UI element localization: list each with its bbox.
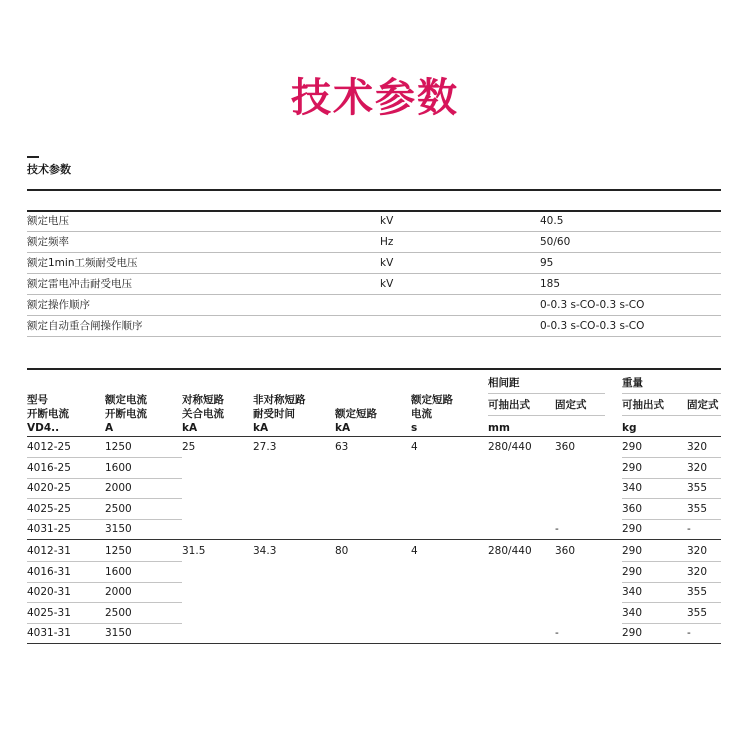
row-type: 4025-25: [27, 502, 71, 515]
col-type-line1: 型号: [27, 394, 48, 406]
rating-value: 0-0.3 s-CO-0.3 s-CO: [540, 320, 645, 332]
row-divider-left: [27, 519, 182, 520]
row-dist-fixed: -: [555, 627, 559, 639]
row-weight-fixed: 355: [687, 606, 708, 619]
row-weight-withdrawable: 290: [622, 461, 643, 474]
row-divider-left: [27, 457, 182, 458]
row-divider-right: [622, 602, 721, 603]
rating-name: 额定操作顺序: [27, 299, 90, 311]
col-weight: 重量: [622, 377, 643, 389]
group-dist-withdrawable: 280/440: [488, 545, 532, 557]
group-symmetric: 25: [182, 441, 196, 453]
row-divider-left: [27, 582, 182, 583]
rating-name: 额定1min工频耐受电压: [27, 257, 138, 269]
row-weight-withdrawable: 290: [622, 545, 643, 557]
col-type-line2: 开断电流: [27, 408, 69, 420]
group-divider: [27, 539, 721, 540]
row-weight-fixed: 355: [687, 586, 708, 598]
heading-dash: [27, 156, 39, 158]
col-shorttime-line1: 额定短路: [411, 394, 453, 406]
rating-value: 185: [540, 278, 561, 290]
group-short-time: 4: [411, 441, 418, 453]
row-current: 1250: [105, 441, 132, 453]
col-weight-withdrawable: 可抽出式: [622, 399, 664, 411]
row-weight-withdrawable: 360: [622, 502, 643, 515]
col-weight-fixed: 固定式: [687, 399, 719, 411]
rating-name: 额定电压: [27, 215, 69, 227]
row-divider-right: [622, 561, 721, 562]
row-type: 4012-25: [27, 441, 71, 453]
col-current-line2: 开断电流: [105, 408, 147, 420]
rating-divider: [27, 273, 721, 274]
row-weight-fixed: 355: [687, 502, 708, 515]
row-weight-fixed: -: [687, 523, 691, 535]
table-top-divider: [27, 368, 721, 370]
rating-unit: kV: [380, 257, 394, 269]
col-asymmetric-line1: 非对称短路: [253, 394, 306, 406]
rating-value: 50/60: [540, 236, 571, 248]
pole-distance-sub-underline: [488, 415, 605, 416]
row-current: 3150: [105, 523, 132, 535]
group-dist-fixed: 360: [555, 441, 576, 453]
col-shorttime-line2: 电流: [411, 408, 432, 420]
col-symmetric-unit: kA: [182, 422, 198, 434]
group-symmetric: 31.5: [182, 545, 206, 557]
row-divider-right: [622, 623, 721, 624]
row-current: 1600: [105, 565, 132, 578]
row-divider-left: [27, 623, 182, 624]
col-current-line1: 额定电流: [105, 394, 147, 406]
row-weight-fixed: 355: [687, 482, 708, 494]
col-dist-fixed: 固定式: [555, 399, 587, 411]
row-weight-withdrawable: 290: [622, 441, 643, 453]
group-asymmetric: 27.3: [253, 441, 277, 453]
row-divider-left: [27, 602, 182, 603]
group-short-time: 4: [411, 545, 418, 557]
col-asymmetric-unit: kA: [253, 422, 269, 434]
rating-unit: kV: [380, 215, 394, 227]
row-weight-withdrawable: 290: [622, 565, 643, 578]
weight-underline: [622, 393, 721, 394]
col-shorttime-unit: s: [411, 422, 418, 434]
col-symmetric-line1: 对称短路: [182, 394, 224, 406]
col-asymmetric-line2: 耐受时间: [253, 408, 295, 420]
row-weight-fixed: 320: [687, 441, 708, 453]
rating-value: 40.5: [540, 215, 564, 227]
row-current: 1250: [105, 545, 132, 557]
row-current: 2000: [105, 482, 132, 494]
rating-divider: [27, 315, 721, 316]
col-weight-unit: kg: [622, 422, 637, 434]
rating-divider: [27, 231, 721, 232]
row-weight-fixed: 320: [687, 565, 708, 578]
table-header-divider: [27, 436, 721, 437]
row-divider-left: [27, 498, 182, 499]
row-weight-withdrawable: 340: [622, 586, 643, 598]
row-type: 4031-25: [27, 523, 71, 535]
col-dist-unit: mm: [488, 422, 510, 434]
col-shortcircuit-unit: kA: [335, 422, 351, 434]
row-type: 4031-31: [27, 627, 71, 639]
col-dist-withdrawable: 可抽出式: [488, 399, 530, 411]
row-type: 4020-25: [27, 482, 71, 494]
row-divider-right: [622, 519, 721, 520]
group-dist-fixed: 360: [555, 545, 576, 557]
row-type: 4020-31: [27, 586, 71, 598]
rating-value: 0-0.3 s-CO-0.3 s-CO: [540, 299, 645, 311]
rating-name: 额定自动重合闸操作顺序: [27, 320, 143, 332]
row-divider-right: [622, 498, 721, 499]
row-current: 2000: [105, 586, 132, 598]
rating-divider: [27, 252, 721, 253]
rating-unit: Hz: [380, 236, 394, 248]
col-symmetric-line2: 关合电流: [182, 408, 224, 420]
row-divider-left: [27, 561, 182, 562]
group-short-circuit: 80: [335, 545, 349, 557]
ratings-top-divider: [27, 210, 721, 212]
rating-unit: kV: [380, 278, 394, 290]
row-weight-withdrawable: 340: [622, 482, 643, 494]
pole-distance-underline: [488, 393, 605, 394]
row-type: 4016-31: [27, 565, 71, 578]
row-weight-withdrawable: 340: [622, 606, 643, 619]
rating-divider: [27, 294, 721, 295]
section-heading: 技术参数: [27, 163, 71, 176]
rating-name: 额定频率: [27, 236, 69, 248]
row-current: 2500: [105, 606, 132, 619]
col-type-line3: VD4..: [27, 422, 60, 434]
row-dist-fixed: -: [555, 523, 559, 535]
col-shortcircuit-line1: 额定短路: [335, 408, 377, 420]
rating-name: 额定雷电冲击耐受电压: [27, 278, 132, 290]
row-divider-right: [622, 478, 721, 479]
rating-value: 95: [540, 257, 554, 269]
row-weight-withdrawable: 290: [622, 627, 643, 639]
row-current: 1600: [105, 461, 132, 474]
col-pole-distance: 相间距: [488, 377, 520, 389]
row-current: 3150: [105, 627, 132, 639]
row-type: 4016-25: [27, 461, 71, 474]
row-divider-left: [27, 478, 182, 479]
weight-sub-underline: [622, 415, 721, 416]
row-type: 4025-31: [27, 606, 71, 619]
group-divider: [27, 643, 721, 644]
group-asymmetric: 34.3: [253, 545, 277, 557]
row-type: 4012-31: [27, 545, 71, 557]
rating-divider: [27, 336, 721, 337]
row-divider-right: [622, 457, 721, 458]
row-weight-fixed: 320: [687, 545, 708, 557]
row-weight-fixed: -: [687, 627, 691, 639]
row-weight-fixed: 320: [687, 461, 708, 474]
page-title: 技术参数: [291, 75, 459, 121]
col-current-unit: A: [105, 422, 114, 434]
row-weight-withdrawable: 290: [622, 523, 643, 535]
group-short-circuit: 63: [335, 441, 349, 453]
heavy-divider: [27, 189, 721, 191]
group-dist-withdrawable: 280/440: [488, 441, 532, 453]
row-current: 2500: [105, 502, 132, 515]
row-divider-right: [622, 582, 721, 583]
